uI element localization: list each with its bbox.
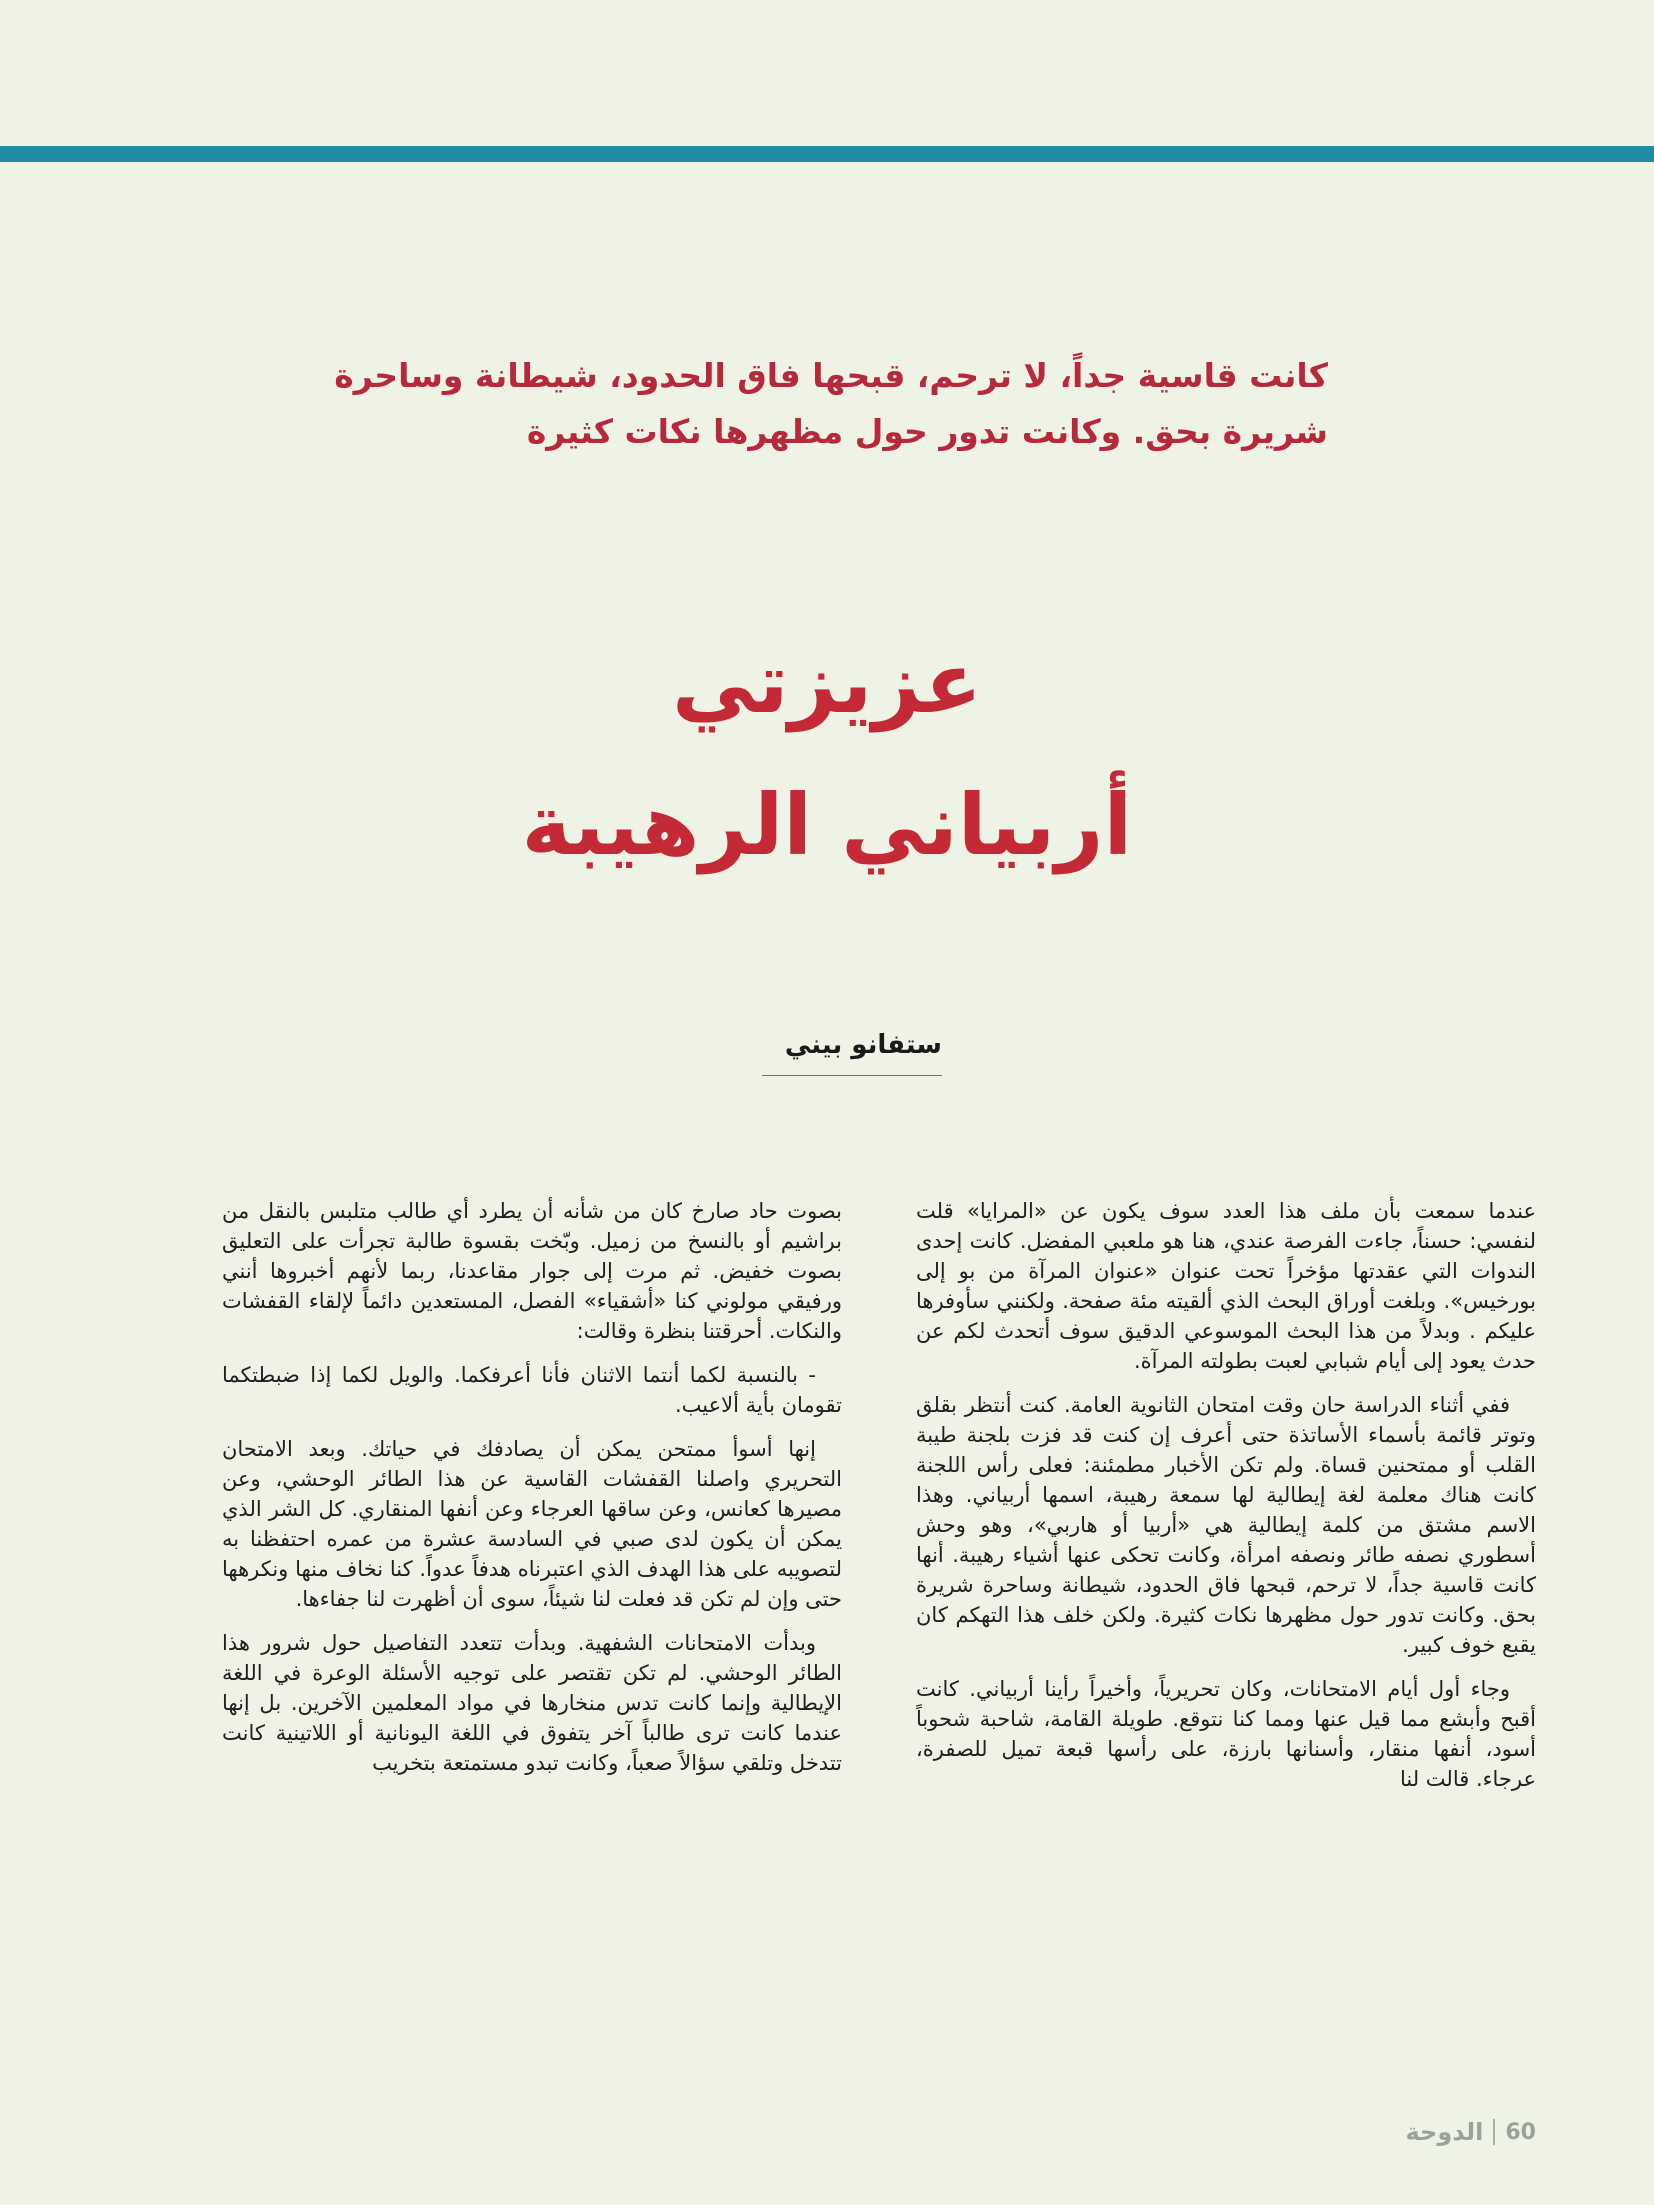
magazine-brand: الدوحة: [1405, 2118, 1484, 2146]
text-column-left: [222, 1196, 842, 2076]
page-footer: [1406, 2118, 1537, 2146]
paragraph: وجاء أول أيام الامتحانات، وكان تحريرياً، وأخيراً رأينا أربياني. كانت أقبح وأبشع مما قيل عنها ومما كنا نتوقع. طويلة القامة، شاحبة شحوباً أسود، أنفها منقار، وأسنانها بارزة، على رأسها قبعة تميل للصفرة، عرجاء. قالت لنا: [916, 1677, 1536, 1791]
paragraph: إنها أسوأ ممتحن يمكن أن يصادفك في حياتك. وبعد الامتحان التحريري واصلنا القفشات القاسية عن هذا الطائر الوحشي، وعن مصيرها كعانس، وعن ساقها العرجاء وعن أنفها المنقاري. كل الشر الذي يمكن أن يكون لدى صبي في السادسة عشرة من عمره احتفظنا به لتصويبه على هذا الهدف الذي اعتبرناه هدفاً عدواً. كنا نخاف منها ونكرهها حتى وإن لم تكن قد فعلت لنا شيئاً، سوى أن أظهرت لنا جفاءها.: [222, 1437, 842, 1611]
paragraph: وبدأت الامتحانات الشفهية. وبدأت تتعدد التفاصيل حول شرور هذا الطائر الوحشي. لم تكن تقتصر على توجيه الأسئلة الوعرة في اللغة الإيطالية وإنما كانت تدس منخارها في مواد المعلمين الآخرين. بل إنها عندما كانت ترى طالباً آخر يتفوق في اللغة اليونانية أو اللاتينية كانت تتدخل وتلقي سؤالاً صعباً، وكانت تبدو مستمتعة بتخريب: [222, 1631, 842, 1775]
author-underline: [762, 1075, 942, 1076]
top-accent-rule: [0, 146, 1654, 162]
paragraph: ففي أثناء الدراسة حان وقت امتحان الثانوية العامة. كنت أنتظر بقلق وتوتر قائمة بأسماء الأساتذة حتى أعرف إن كنت قد فزت بلجنة طيبة القلب أو ممتحنين قساة. ولم تكن الأخبار مطمئنة: فعلى رأس اللجنة كانت هناك معلمة لغة إيطالية لها سمعة رهيبة، اسمها أربياني. وهذا الاسم مشتق من كلمة إيطالية هي «أربيا أو هاربي»، وهو وحش أسطوري نصفه طائر ونصفه امرأة، وكانت تحكى عنها أشياء رهيبة. أنها كانت قاسية جداً، لا ترحم، قبحها فاق الحدود، شيطانة وساحرة شريرة بحق. وكانت تدور حول مظهرها نكات كثيرة. ولكن خلف هذا التهكم كان يقبع خوف كبير.: [916, 1393, 1536, 1657]
footer-divider: [1493, 2119, 1495, 2145]
paragraph: عندما سمعت بأن ملف هذا العدد سوف يكون عن «المرايا» قلت لنفسي: حسناً، جاءت الفرصة عندي، هنا هو ملعبي المفضل. كانت إحدى الندوات التي عقدتها مؤخراً تحت عنوان «عنوان المرآة من بو إلى بورخيس». وبلغت أوراق البحث الذي ألقيته مئة صفحة. ولكنني سأوفرها عليكم . وبدلاً من هذا البحث الموسوعي الدقيق سوف أتحدث لكم عن حدث يعود إلى أيام شبابي لعبت بطولته المرآة.: [916, 1199, 1536, 1373]
page-number: 60: [1505, 2119, 1536, 2145]
title-line: أربياني الرهيبة: [521, 776, 1133, 874]
paragraph: بصوت حاد صارخ كان من شأنه أن يطرد أي طالب متلبس بالنقل من براشيم أو بالنسخ من زميل. وبّخت بقسوة طالبة تجرأت على التعليق بصوت خفيض. ثم مرت إلى جوار مقاعدنا، ربما لأنهم أخبروها أنني ورفيقي مولوني كنا «أشقياء» الفصل، المستعدين دائماً لإلقاء القفشات والنكات. أحرقتنا بنظرة وقالت:: [222, 1199, 842, 1343]
article-title: [0, 612, 1654, 896]
paragraph: - بالنسبة لكما أنتما الاثنان فأنا أعرفكما. والويل لكما إذا ضبطتكما تقومان بأية ألاعيب.: [222, 1363, 842, 1417]
article-lede: [328, 348, 1328, 460]
text-column-right: [916, 1196, 1536, 2076]
lede-line: شريرة بحق. وكانت تدور حول مظهرها نكات كثيرة: [526, 412, 1328, 451]
lede-line: كانت قاسية جداً، لا ترحم، قبحها فاق الحدود، شيطانة وساحرة: [334, 356, 1328, 395]
author-name: ستفانو بيني: [784, 1030, 942, 1060]
title-line: عزيزتي: [672, 634, 982, 732]
